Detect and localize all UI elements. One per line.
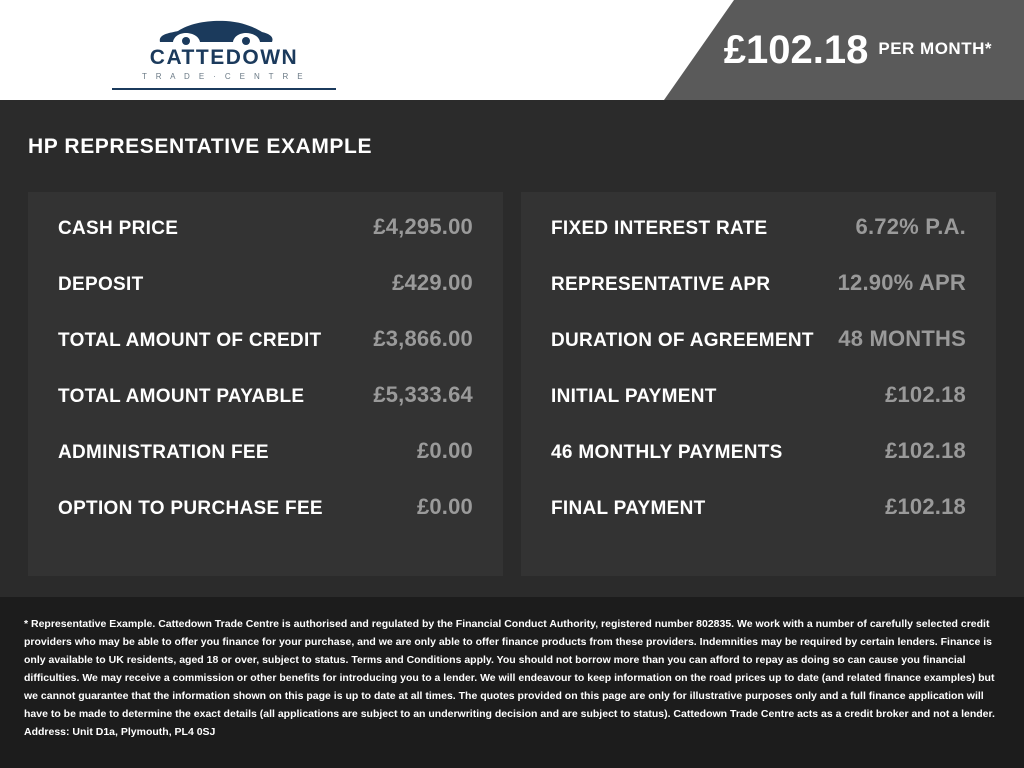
row-label: TOTAL AMOUNT OF CREDIT xyxy=(58,330,322,351)
logo-tagline: T R A D E · C E N T R E xyxy=(141,72,306,81)
row-label: DURATION OF AGREEMENT xyxy=(551,330,814,351)
row-value: £5,333.64 xyxy=(373,382,473,407)
table-row xyxy=(551,438,966,494)
table-row xyxy=(58,270,473,326)
row-label: TOTAL AMOUNT PAYABLE xyxy=(58,386,305,407)
row-label: FINAL PAYMENT xyxy=(551,498,706,519)
row-value: £4,295.00 xyxy=(373,214,473,239)
row-label: 46 MONTHLY PAYMENTS xyxy=(551,442,783,463)
row-label: OPTION TO PURCHASE FEE xyxy=(58,498,323,519)
row-value: £0.00 xyxy=(416,494,473,519)
row-label: INITIAL PAYMENT xyxy=(551,386,717,407)
row-label: FIXED INTEREST RATE xyxy=(551,218,768,239)
table-row xyxy=(551,270,966,326)
page-header xyxy=(0,0,1024,100)
table-row xyxy=(58,494,473,550)
page-title: HP REPRESENTATIVE EXAMPLE xyxy=(28,135,373,158)
monthly-price-content xyxy=(724,0,992,100)
table-row xyxy=(551,214,966,270)
finance-panel-right xyxy=(521,192,996,576)
footer xyxy=(0,597,1024,768)
row-value: £429.00 xyxy=(392,270,473,295)
row-value: £0.00 xyxy=(416,438,473,463)
table-row xyxy=(58,438,473,494)
row-value: £102.18 xyxy=(885,438,966,463)
disclaimer-text: * Representative Example. Cattedown Trade Centre is authorised and regulated by the Financial Conduct Authority, registered number 802835. We work with a number of carefully selected credit providers who may be able to offer you finance for your purchase, and we are only able to offer finance products from these providers. Indemnities may be required by certain lenders. Finance is only available to UK residents, aged 18 or over, subject to status. Terms and Conditions apply. You should not borrow more than you can afford to repay as doing so can cause you financial difficulties. We may receive a commission or other benefits for introducing you to a lender. We will endeavour to keep information on the road prices up to date (and related finance examples) but we cannot guarantee that the information shown on this page is up to date at all times. The quotes provided on this page are only for illustrative purposes only and a full finance application will have to be made to determine the exact details (all applications are subject to an underwriting decision and are subject to status). Cattedown Trade Centre acts as a credit broker and not a lender. Address: Unit D1a, Plymouth, PL4 0SJ xyxy=(24,618,995,738)
monthly-price-amount: £102.18 xyxy=(723,28,869,72)
table-row xyxy=(551,494,966,550)
row-value: 12.90% APR xyxy=(837,270,966,295)
row-label: REPRESENTATIVE APR xyxy=(551,274,771,295)
row-label: CASH PRICE xyxy=(58,218,179,239)
row-value: £3,866.00 xyxy=(373,326,473,351)
row-value: 48 MONTHS xyxy=(838,326,966,351)
table-row xyxy=(58,382,473,438)
monthly-price-suffix: PER MONTH* xyxy=(878,39,992,58)
table-row xyxy=(551,382,966,438)
dealer-logo xyxy=(104,20,364,80)
table-row xyxy=(58,214,473,270)
row-value: 6.72% P.A. xyxy=(855,214,966,239)
finance-panels xyxy=(28,192,996,576)
row-label: ADMINISTRATION FEE xyxy=(58,442,269,463)
logo-divider xyxy=(112,88,336,90)
row-value: £102.18 xyxy=(885,494,966,519)
car-silhouette-icon xyxy=(156,20,276,46)
row-value: £102.18 xyxy=(885,382,966,407)
table-row xyxy=(551,326,966,382)
table-row xyxy=(58,326,473,382)
row-label: DEPOSIT xyxy=(58,274,144,295)
finance-panel-left xyxy=(28,192,503,576)
logo-wordmark: CATTEDOWN xyxy=(149,46,299,69)
